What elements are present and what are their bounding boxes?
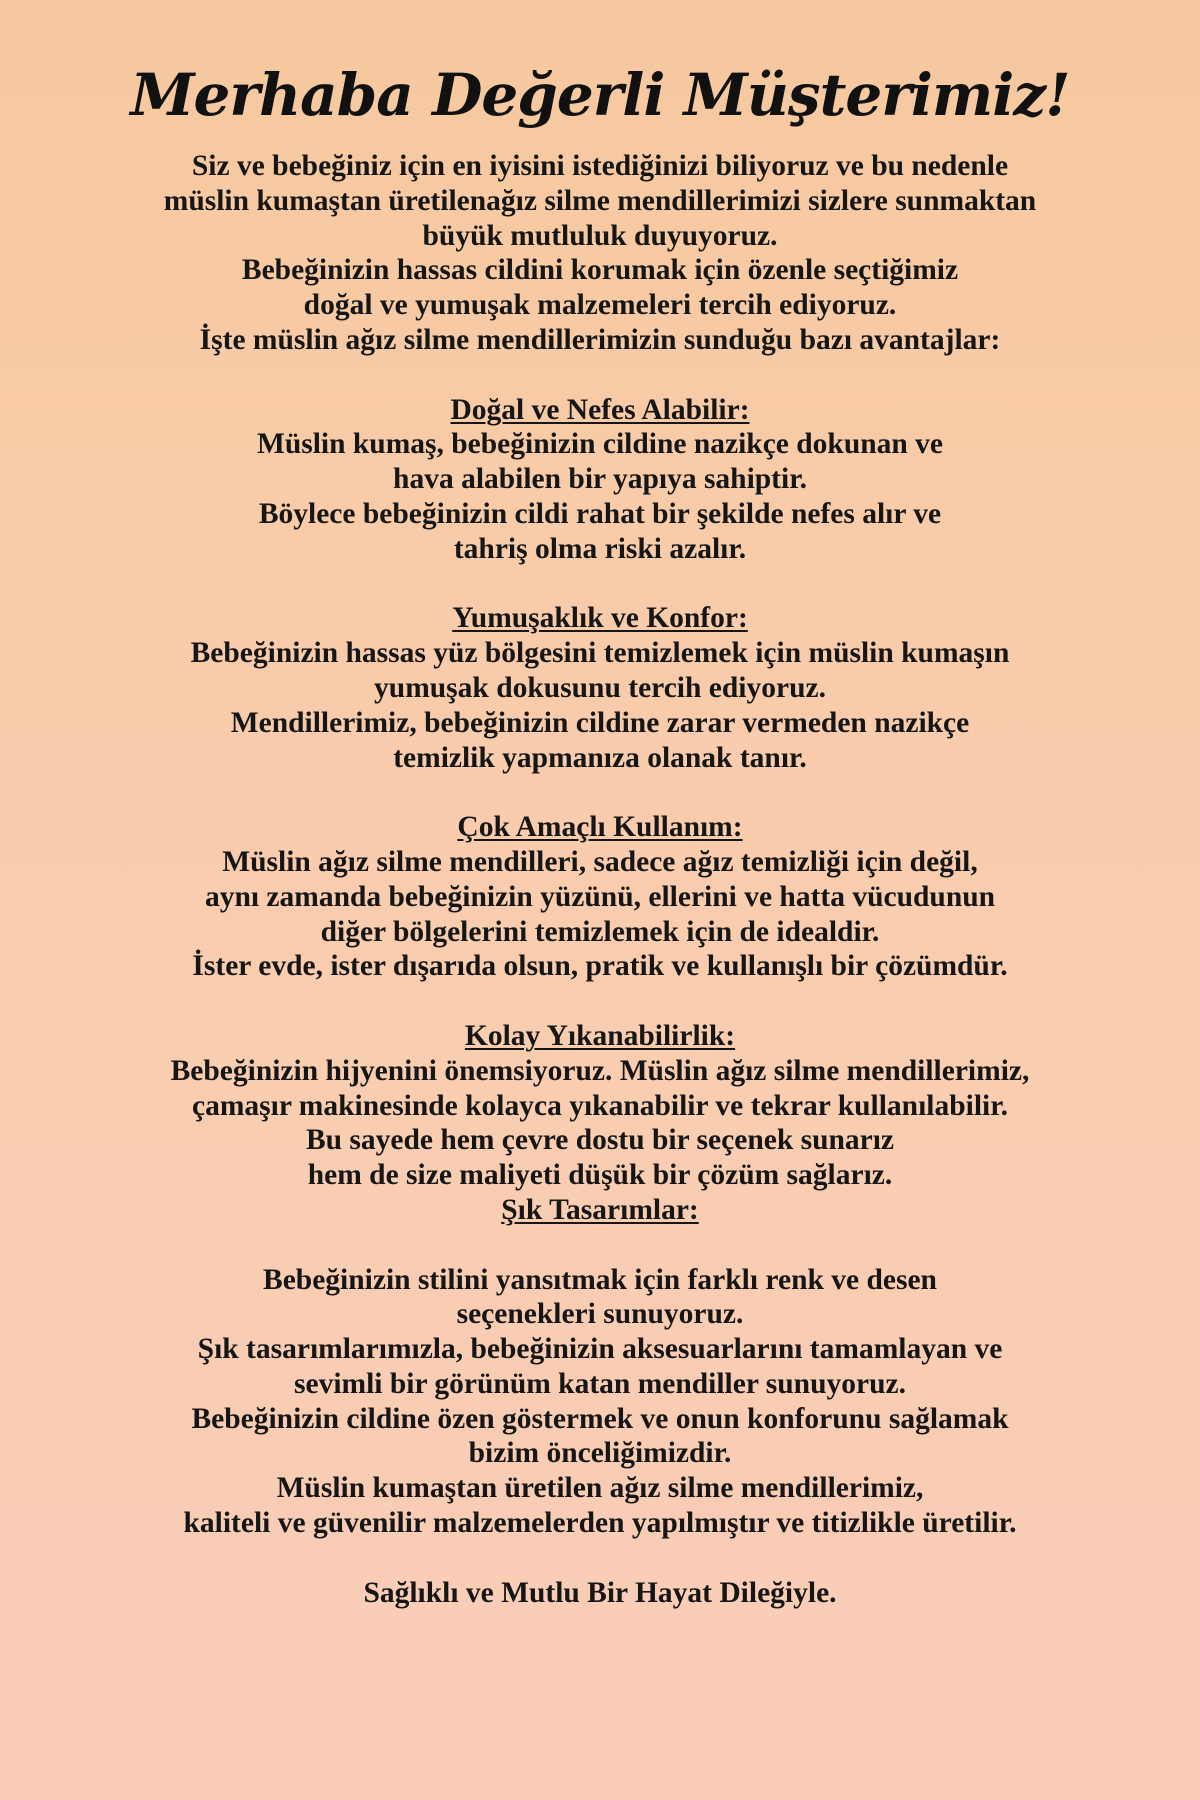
paragraph-gap <box>0 567 1200 602</box>
section-heading-text: Kolay Yıkanabilirlik: <box>464 1019 736 1052</box>
section-line: Bebeğinizin hijyenini önemsiyoruz. Müslin ağız silme mendillerimiz, <box>170 1054 1030 1087</box>
section-line: seçenekleri sunuyoruz. <box>456 1298 744 1331</box>
section-heading <box>0 1019 1200 1054</box>
section-heading-text: Çok Amaçlı Kullanım: <box>457 811 743 844</box>
closing-line: Sağlıklı ve Mutlu Bir Hayat Dileğiyle. <box>363 1576 837 1609</box>
section-line: Bebeğinizin hassas yüz bölgesini temizlemek için müslin kumaşın <box>190 637 1010 670</box>
section-heading <box>0 393 1200 428</box>
section-line: Müslin kumaştan üretilen ağız silme mendillerimiz, <box>276 1472 924 1505</box>
section-line: İster evde, ister dışarıda olsun, pratik ve kullanışlı bir çözümdür. <box>192 950 1008 983</box>
paragraph-gap <box>0 1228 1200 1263</box>
section-easy-washable <box>0 1019 1200 1193</box>
intro-line: Siz ve bebeğiniz için en iyisini istediğinizi biliyoruz ve bu nedenle <box>191 150 1009 182</box>
section-heading <box>0 810 1200 845</box>
intro-line: Bebeğinizin hassas cildini korumak için özenle seçtiğimiz <box>241 254 959 287</box>
page-title: Merhaba Değerli Müşterimiz! <box>130 61 1070 129</box>
section-line: diğer bölgelerini temizlemek için de idealdir. <box>320 915 880 948</box>
section-line: tahriş olma riski azalır. <box>453 532 747 565</box>
section-line: hava alabilen bir yapıya sahiptir. <box>393 463 807 496</box>
section-line: hem de size maliyeti düşük bir çözüm sağlarız. <box>307 1159 893 1192</box>
paragraph-gap <box>0 984 1200 1019</box>
intro-line: doğal ve yumuşak malzemeleri tercih ediyoruz. <box>303 289 897 322</box>
section-line: Şık tasarımlarımızla, bebeğinizin aksesuarlarını tamamlayan ve <box>197 1333 1003 1366</box>
section-line: sevimli bir görünüm katan mendiller sunuyoruz. <box>294 1367 906 1400</box>
section-line: kaliteli ve güvenilir malzemelerden yapılmıştır ve titizlikle üretilir. <box>183 1507 1017 1540</box>
section-natural-breathable <box>0 393 1200 567</box>
section-heading-text: Doğal ve Nefes Alabilir: <box>450 393 750 426</box>
letter-body <box>0 149 1200 1610</box>
section-heading <box>0 1193 1200 1228</box>
paragraph-gap <box>0 1541 1200 1576</box>
section-multi-purpose <box>0 810 1200 984</box>
intro-line: büyük mutluluk duyuyoruz. <box>422 219 778 252</box>
section-line: Müslin ağız silme mendilleri, sadece ağız temizliği için değil, <box>222 845 978 878</box>
section-line: Bu sayede hem çevre dostu bir seçenek sunarız <box>305 1124 895 1157</box>
section-line: bizim önceliğimizdir. <box>468 1437 732 1470</box>
section-heading-text: Yumuşaklık ve Konfor: <box>452 602 748 635</box>
section-line: Müslin kumaş, bebeğinizin cildine nazikçe dokunan ve <box>256 428 944 461</box>
section-line: temizlik yapmanıza olanak tanır. <box>393 741 807 774</box>
section-line: Böylece bebeğinizin cildi rahat bir şekilde nefes alır ve <box>258 497 942 530</box>
section-stylish-designs <box>0 1193 1200 1541</box>
section-line: Mendillerimiz, bebeğinizin cildine zarar vermeden nazikçe <box>230 706 970 739</box>
section-line: Bebeğinizin cildine özen göstermek ve onun konforunu sağlamak <box>191 1402 1009 1435</box>
section-heading <box>0 601 1200 636</box>
section-softness-comfort <box>0 601 1200 775</box>
section-line: yumuşak dokusunu tercih ediyoruz. <box>374 671 826 704</box>
section-line: aynı zamanda bebeğinizin yüzünü, ellerini ve hatta vücudunun <box>204 880 996 913</box>
section-line: çamaşır makinesinde kolayca yıkanabilir ve tekrar kullanılabilir. <box>191 1089 1008 1122</box>
intro-line: İşte müslin ağız silme mendillerimizin sunduğu bazı avantajlar: <box>199 323 1001 356</box>
intro-paragraph <box>0 149 1200 358</box>
section-heading-text: Şık Tasarımlar: <box>501 1193 699 1226</box>
intro-line: müslin kumaştan üretilenağız silme mendillerimizi sizlere sunmaktan <box>163 184 1037 217</box>
paragraph-gap <box>0 358 1200 393</box>
paragraph-gap <box>0 775 1200 810</box>
section-line: Bebeğinizin stilini yansıtmak için farklı renk ve desen <box>263 1263 937 1296</box>
